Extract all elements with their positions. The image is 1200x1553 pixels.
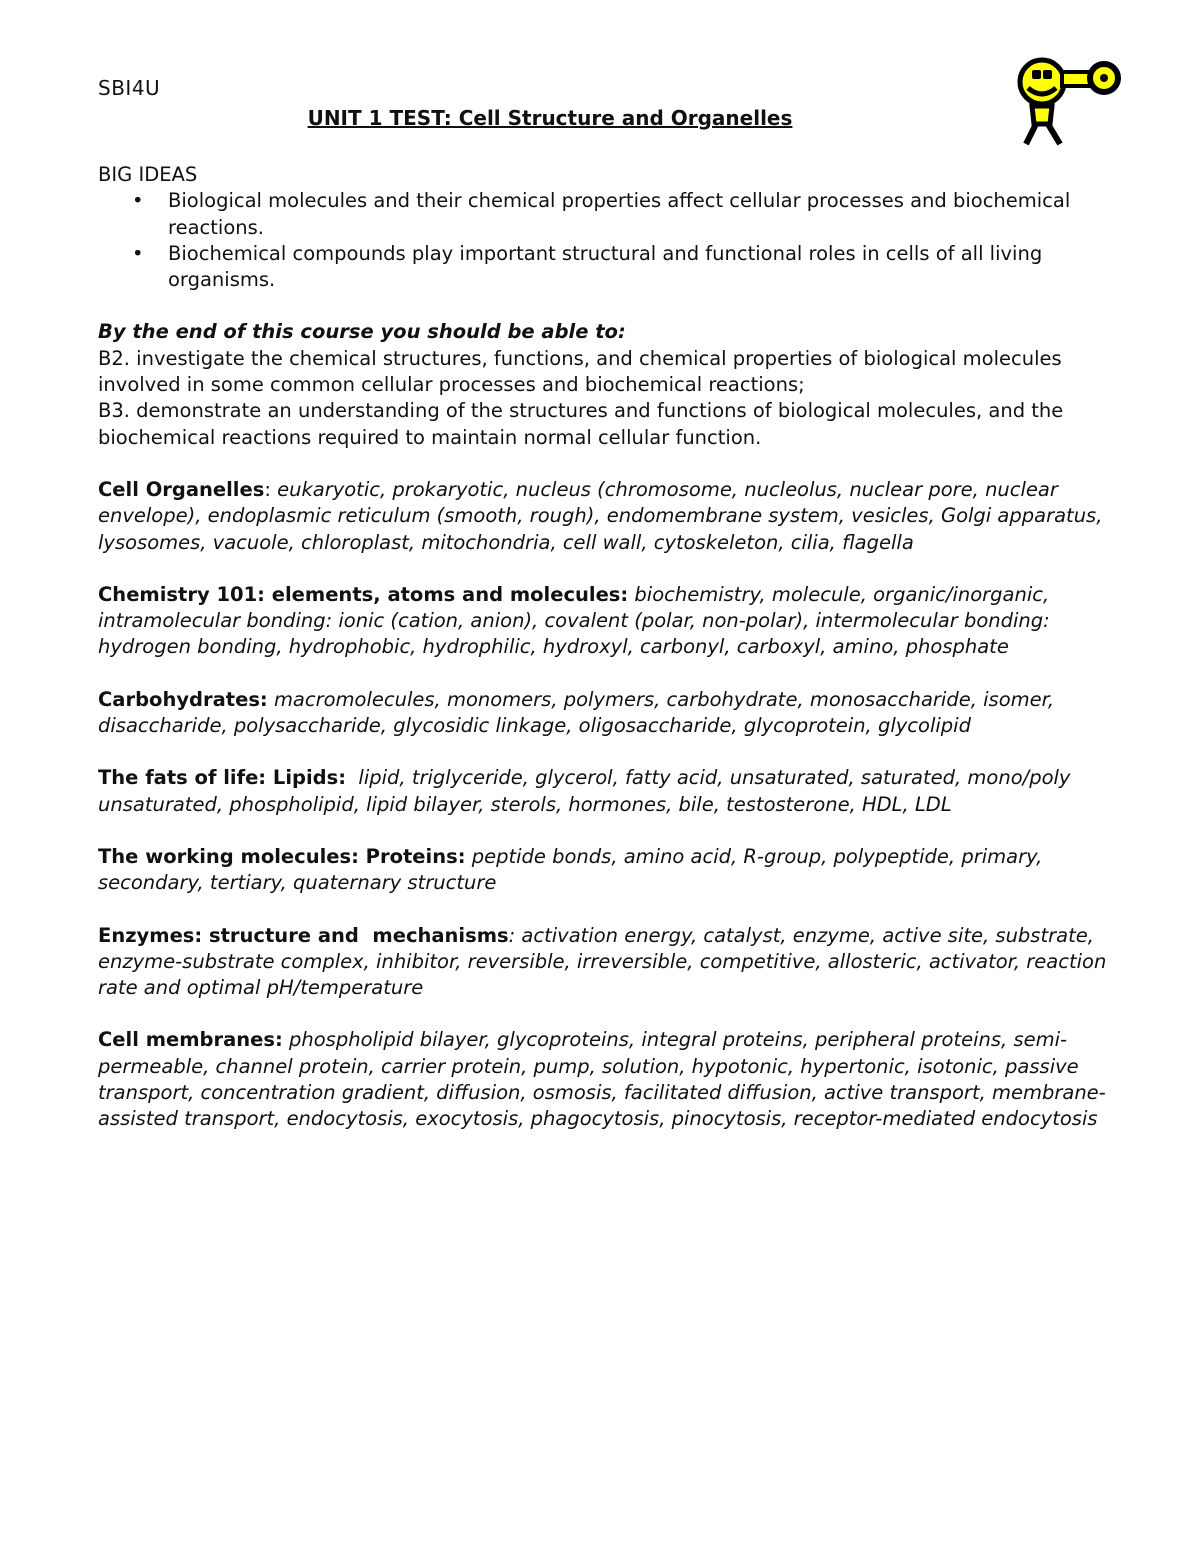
topic-name: The fats of life: Lipids: (98, 766, 347, 790)
topic-lipids (98, 765, 1133, 818)
topic-name: Chemistry 101: elements, atoms and molecules: (98, 582, 629, 606)
big-idea-text: Biological molecules and their chemical properties affect cellular processes and biochemical reactions. (168, 189, 1071, 239)
topic-name: Cell Organelles (98, 477, 265, 501)
list-item (98, 241, 1133, 294)
topic-cell-organelles (98, 477, 1133, 556)
topic-terms: biochemistry, molecule, organic/inorganic, intramolecular bonding: ionic (cation, anion), covalent (polar, non-polar), intermolecular bonding: hydrogen bonding, hydrophobic, hydrophilic, hydroxyl, carbonyl, carboxyl, amino, phosphate (98, 582, 1050, 659)
topic-terms: peptide bonds, amino acid, R-group, polypeptide, primary, secondary, tertiary, quaternary structure (98, 844, 1043, 895)
page-title: UNIT 1 TEST: Cell Structure and Organelles (307, 106, 793, 130)
topic-terms: phospholipid bilayer, glycoproteins, integral proteins, peripheral proteins, semi-permeable, channel protein, carrier protein, pump, solution, hypotonic, hypertonic, isotonic, passive transport, concentration gradient, diffusion, osmosis, facilitated diffusion, active transport, membrane-assisted transport, endocytosis, exocytosis, phagocytosis, pinocytosis, receptor-mediated endocytosis (98, 1028, 1106, 1131)
topic-carbohydrates (98, 687, 1133, 740)
topic-terms: macromolecules, monomers, polymers, carbohydrate, monosaccharide, isomer, disaccharide, polysaccharide, glycosidic linkage, oligosaccharide, glycoprotein, glycolipid (98, 687, 1055, 738)
topic-terms: lipid, triglyceride, glycerol, fatty acid, unsaturated, saturated, mono/poly unsaturated, phospholipid, lipid bilayer, sterols, hormones, bile, testosterone, HDL, LDL (98, 766, 1071, 816)
topic-chemistry-101 (98, 582, 1133, 661)
cartoon-figure-with-magnifier-icon (1010, 52, 1130, 152)
big-ideas-heading: BIG IDEAS (98, 163, 198, 186)
document-body (98, 162, 1133, 1159)
course-code: SBI4U (98, 76, 161, 100)
topic-name: Cell membranes: (98, 1028, 283, 1052)
big-idea-text: Biochemical compounds play important structural and functional roles in cells of all living organisms. (168, 241, 1043, 292)
topic-proteins (98, 844, 1133, 897)
list-item (98, 188, 1133, 241)
topic-separator (346, 766, 358, 789)
topic-name: The working molecules: Proteins: (98, 844, 466, 868)
expectation-b2: B2. investigate the chemical structures, functions, and chemical properties of biological molecules involved in some common cellular processes and biochemical reactions; (98, 346, 1062, 397)
bullet-icon: • (132, 241, 144, 265)
topic-name: Carbohydrates: (98, 687, 268, 711)
big-ideas-list (98, 188, 1133, 293)
expectations-heading: By the end of this course you should be able to: (98, 320, 626, 344)
bullet-icon: • (132, 189, 144, 213)
topic-terms: eukaryotic, prokaryotic, nucleus (chromosome, nucleolus, nuclear pore, nuclear envelope), endoplasmic reticulum (smooth, rough), endomembrane system, vesicles, Golgi apparatus, lysosomes, vacuole, chloroplast, mitochondria, cell wall, cytoskeleton, cilia, flagella (98, 477, 1103, 554)
topic-terms: : activation energy, catalyst, enzyme, active site, substrate, enzyme-substrate complex, inhibitor, reversible, irreversible, competitive, allosteric, activator, reaction rate and optimal pH/temperature (98, 923, 1107, 1000)
topic-enzymes (98, 923, 1133, 1002)
topic-cell-membranes (98, 1027, 1133, 1132)
topic-name: Enzymes: structure and mechanisms (98, 923, 509, 947)
topic-separator: : (264, 477, 278, 501)
expectation-b3: B3. demonstrate an understanding of the structures and functions of biological molecules, and the biochemical reactions required to maintain normal cellular function. (98, 399, 1064, 449)
